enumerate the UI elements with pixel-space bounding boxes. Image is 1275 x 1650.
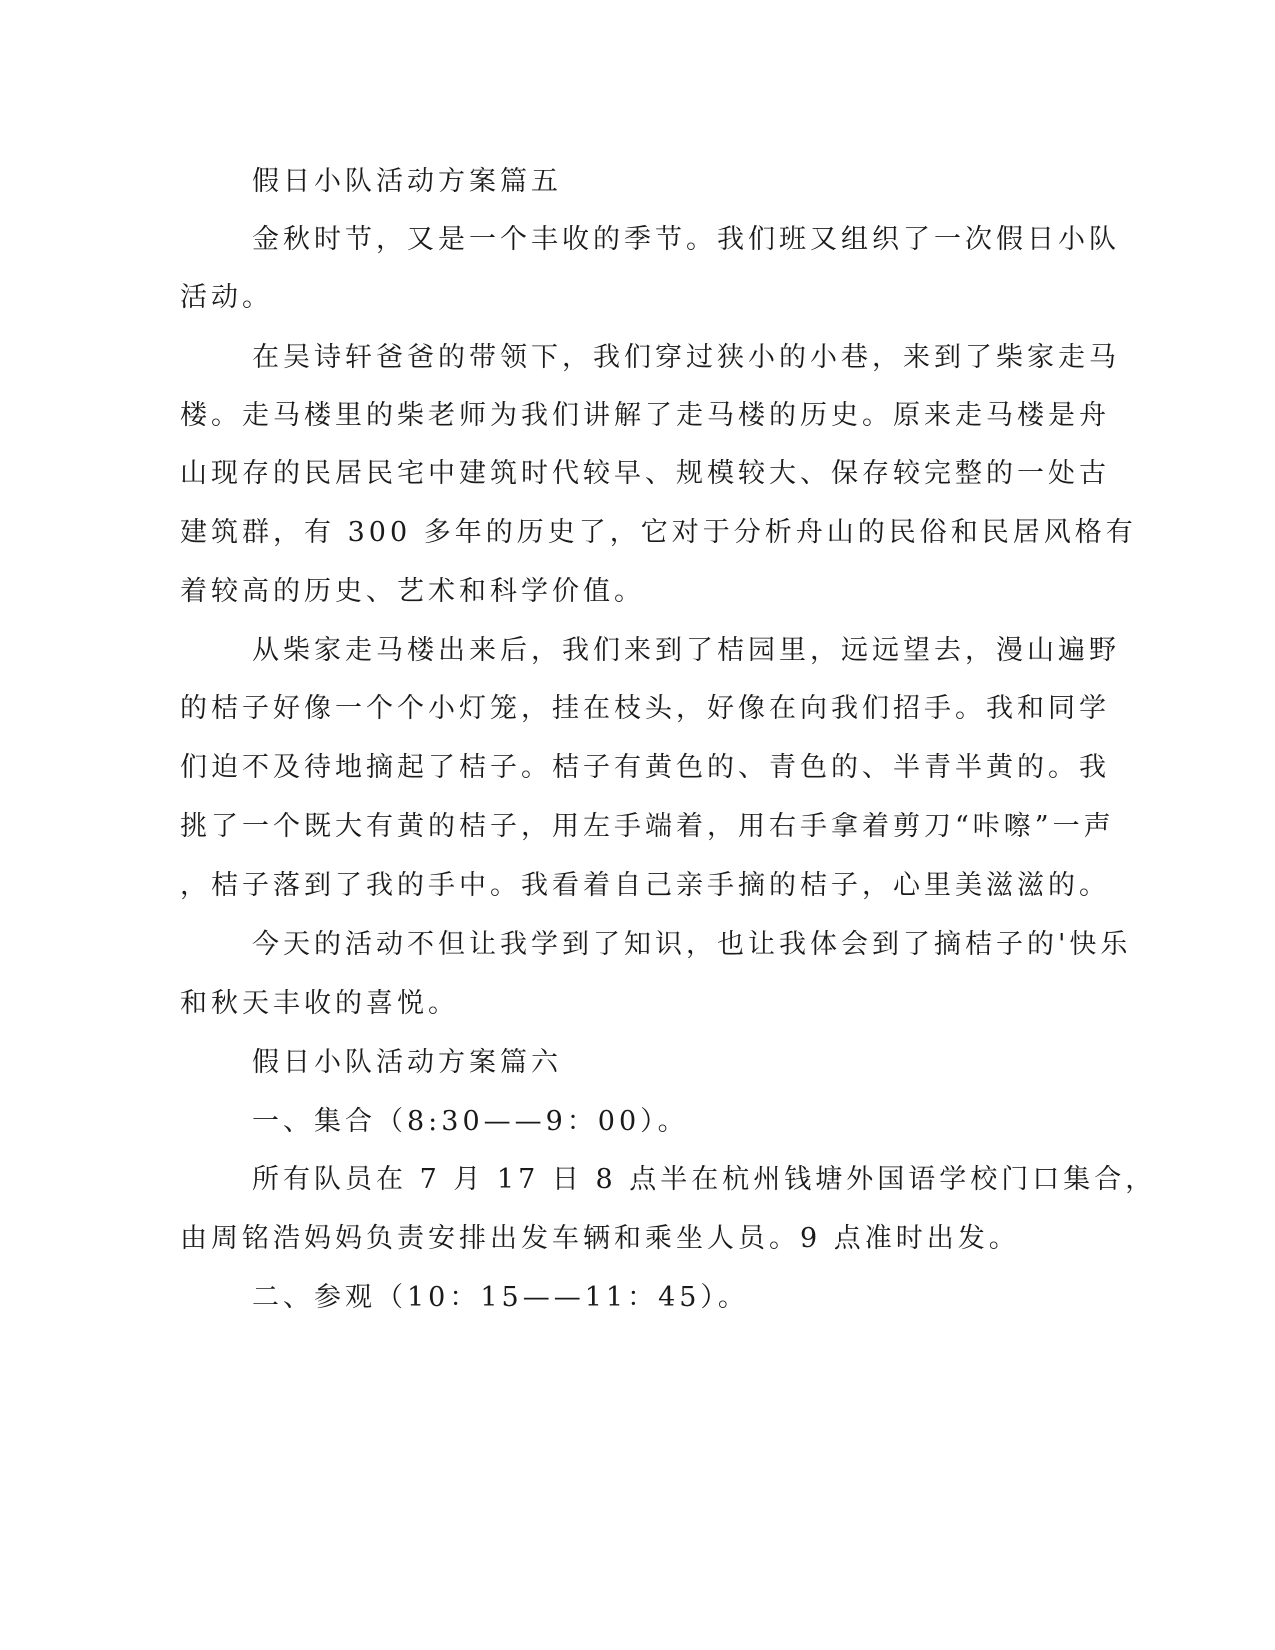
paragraph-line: 建筑群，有 300 多年的历史了，它对于分析舟山的民俗和民居风格有 (180, 517, 1137, 548)
paragraph-line: 着较高的历史、艺术和科学价值。 (180, 576, 645, 607)
paragraph-line: 挑了一个既大有黄的桔子，用左手端着，用右手拿着剪刀“咔嚓”一声 (180, 811, 1115, 842)
paragraph-line: ，桔子落到了我的手中。我看着自己亲手摘的桔子，心里美滋滋的。 (180, 870, 1110, 901)
paragraph-line: 在吴诗轩爸爸的带领下，我们穿过狭小的小巷，来到了柴家走马 (252, 342, 1120, 373)
section-heading-5: 假日小队活动方案篇五 (252, 166, 562, 197)
item-title: 二、参观（10：15——11：45）。 (252, 1282, 749, 1313)
paragraph-line: 金秋时节，又是一个丰收的季节。我们班又组织了一次假日小队 (252, 224, 1120, 255)
paragraph-line: 今天的活动不但让我学到了知识，也让我体会到了摘桔子的'快乐 (252, 929, 1132, 960)
paragraph-line: 从柴家走马楼出来后，我们来到了桔园里，远远望去，漫山遍野 (252, 635, 1120, 666)
paragraph-line: 所有队员在 7 月 17 日 8 点半在杭州钱塘外国语学校门口集合， (252, 1164, 1157, 1195)
paragraph-line: 活动。 (180, 282, 273, 313)
item-title: 一、集合（8:30——9：00）。 (252, 1106, 689, 1137)
paragraph-line: 由周铭浩妈妈负责安排出发车辆和乘坐人员。9 点准时出发。 (180, 1223, 1020, 1254)
paragraph-line: 山现存的民居民宅中建筑时代较早、规模较大、保存较完整的一处古 (180, 458, 1110, 489)
paragraph-line: 们迫不及待地摘起了桔子。桔子有黄色的、青色的、半青半黄的。我 (180, 752, 1110, 783)
paragraph-line: 和秋天丰收的喜悦。 (180, 988, 459, 1019)
section-heading-6: 假日小队活动方案篇六 (252, 1047, 562, 1078)
paragraph-line: 的桔子好像一个个小灯笼，挂在枝头，好像在向我们招手。我和同学 (180, 693, 1110, 724)
paragraph-line: 楼。走马楼里的柴老师为我们讲解了走马楼的历史。原来走马楼是舟 (180, 400, 1110, 431)
